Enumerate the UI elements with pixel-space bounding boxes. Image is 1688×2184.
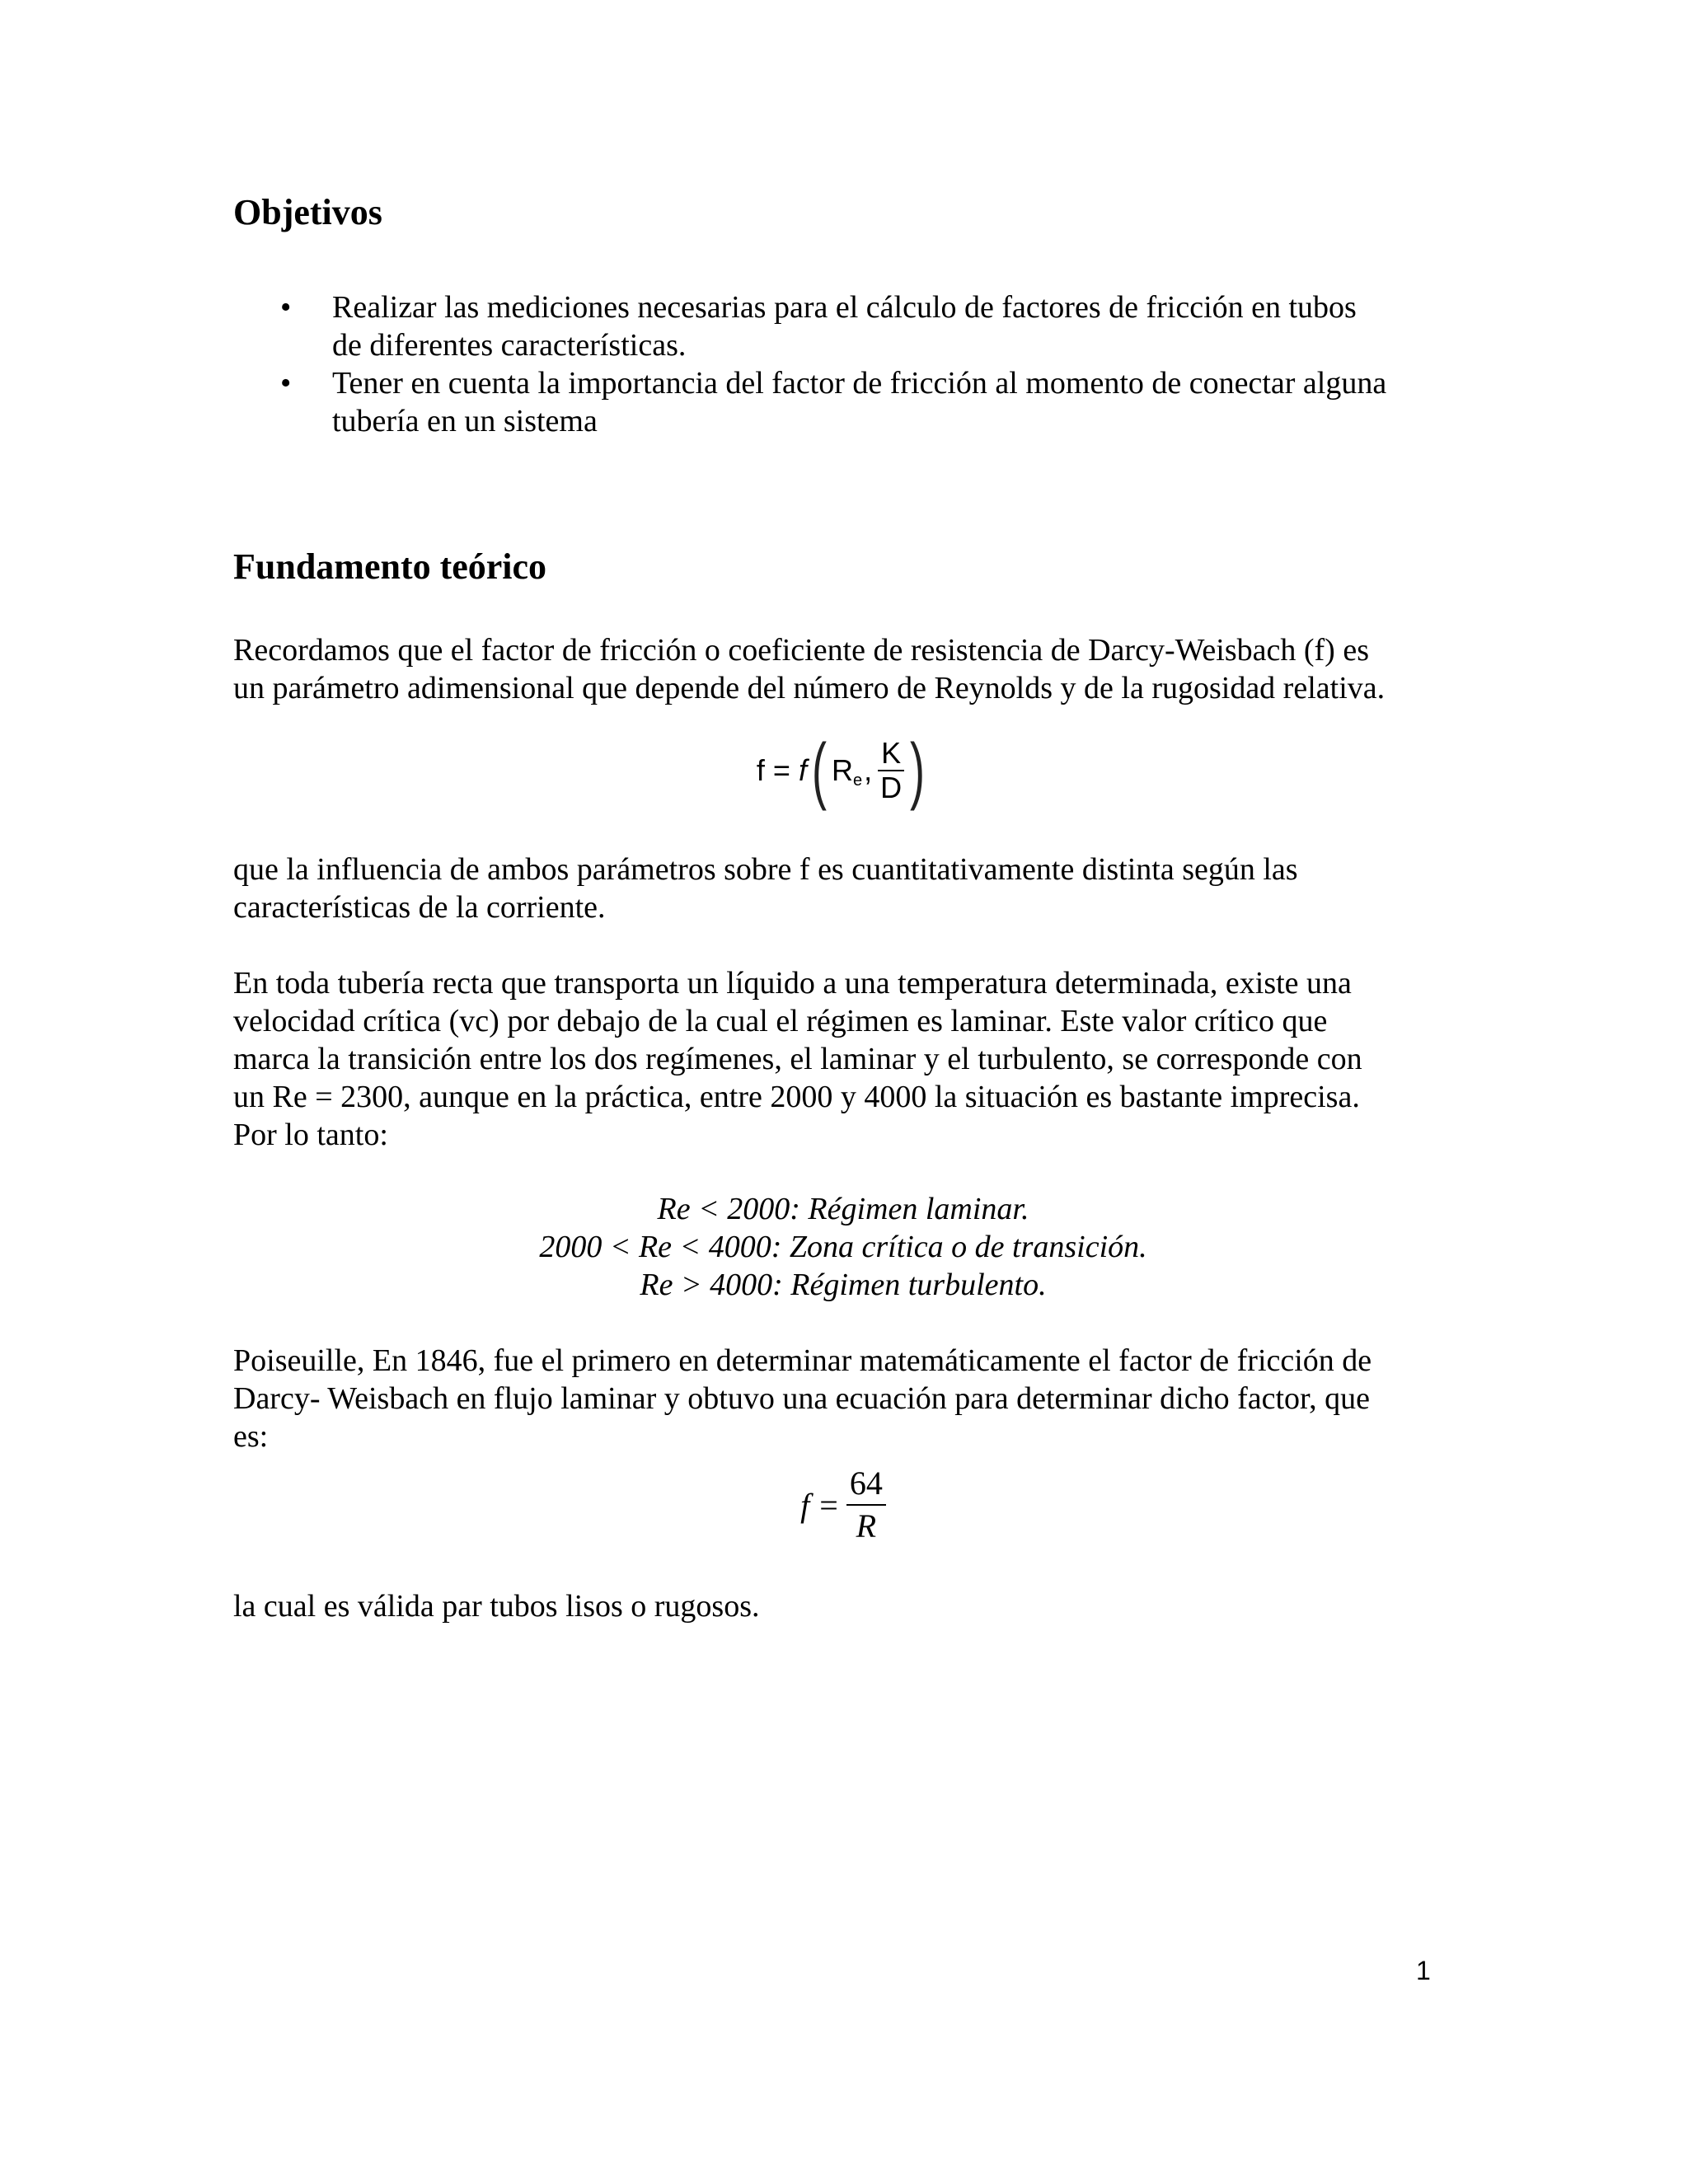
formula-poiseuille <box>233 1455 1453 1554</box>
list-item <box>233 364 1453 440</box>
list-item-line: Realizar las mediciones necesarias para el cálculo de factores de fricción en tubos <box>332 290 1357 325</box>
paragraph-line: que la influencia de ambos parámetros sobre f es cuantitativamente distinta según las <box>233 852 1298 887</box>
paragraph-line: Recordamos que el factor de fricción o coeficiente de resistencia de Darcy-Weisbach (f) es <box>233 633 1369 668</box>
page-number: 1 <box>1416 1956 1431 1985</box>
paragraph-critical-velocity <box>233 964 1453 1154</box>
paragraph-line: características de la corriente. <box>233 890 606 925</box>
fraction-denominator: D <box>880 771 903 804</box>
list-item-line: de diferentes características. <box>332 328 687 363</box>
bullet-icon: • <box>280 290 292 325</box>
paragraph-line: En toda tubería recta que transporta un líquido a una temperatura determinada, existe una <box>233 966 1352 1001</box>
formula-subscript: e <box>852 771 863 790</box>
formula-symbol: f <box>756 753 765 787</box>
formula-open-paren: ( <box>811 729 827 812</box>
formula-symbol: f <box>800 1486 810 1524</box>
list-item <box>233 288 1453 364</box>
paragraph-intro <box>233 631 1453 707</box>
list-item-line: Tener en cuenta la importancia del factor de fricción al momento de conectar alguna <box>332 366 1387 401</box>
bullet-icon: • <box>280 366 292 401</box>
formula-symbol: f <box>798 753 807 787</box>
formula-symbol: = <box>772 753 790 787</box>
paragraph-line: velocidad crítica (vc) por debajo de la cual el régimen es laminar. Este valor crítico que <box>233 1004 1328 1038</box>
fraction-numerator: K <box>878 737 904 771</box>
heading-fundamento-teorico: Fundamento teórico <box>233 546 547 587</box>
formula-symbol: R <box>831 753 853 787</box>
paragraph-validity: la cual es válida par tubos lisos o rugosos. <box>233 1589 760 1624</box>
paragraph-line: un Re = 2300, aunque en la práctica, entre 2000 y 4000 la situación es bastante imprecisa. <box>233 1080 1360 1114</box>
paragraph-line: un parámetro adimensional que depende del número de Reynolds y de la rugosidad relativa. <box>233 671 1386 705</box>
formula-close-paren: ) <box>910 729 926 812</box>
list-item-line: tubería en un sistema <box>332 404 598 438</box>
regime-transition: 2000 < Re < 4000: Zona crítica o de transición. <box>539 1230 1147 1264</box>
paragraph-line: Por lo tanto: <box>233 1118 388 1152</box>
formula-symbol: , <box>864 753 873 787</box>
regime-turbulent: Re > 4000: Régimen turbulento. <box>640 1268 1047 1302</box>
formula-fraction <box>846 1463 886 1547</box>
objetivos-list <box>233 288 1453 440</box>
regime-laminar: Re < 2000: Régimen laminar. <box>657 1192 1029 1226</box>
paragraph-line: Poiseuille, En 1846, fue el primero en determinar matemáticamente el factor de fricción de <box>233 1343 1372 1378</box>
fraction-numerator: 64 <box>846 1463 886 1506</box>
paragraph-line: marca la transición entre los dos regímenes, el laminar y el turbulento, se corresponde con <box>233 1042 1362 1076</box>
paragraph-poiseuille <box>233 1342 1453 1455</box>
formula-symbol: = <box>819 1486 838 1524</box>
paragraph-line: es: <box>233 1419 269 1454</box>
heading-objetivos: Objetivos <box>233 192 382 232</box>
paragraph-line: Darcy- Weisbach en flujo laminar y obtuvo una ecuación para determinar dicho factor, que <box>233 1381 1371 1416</box>
regime-list <box>233 1190 1453 1304</box>
formula-friction-factor <box>233 727 1453 814</box>
fraction-denominator: R <box>856 1507 877 1544</box>
formula-fraction <box>877 737 905 804</box>
paragraph-influence <box>233 851 1453 926</box>
page-content <box>233 190 1453 1625</box>
